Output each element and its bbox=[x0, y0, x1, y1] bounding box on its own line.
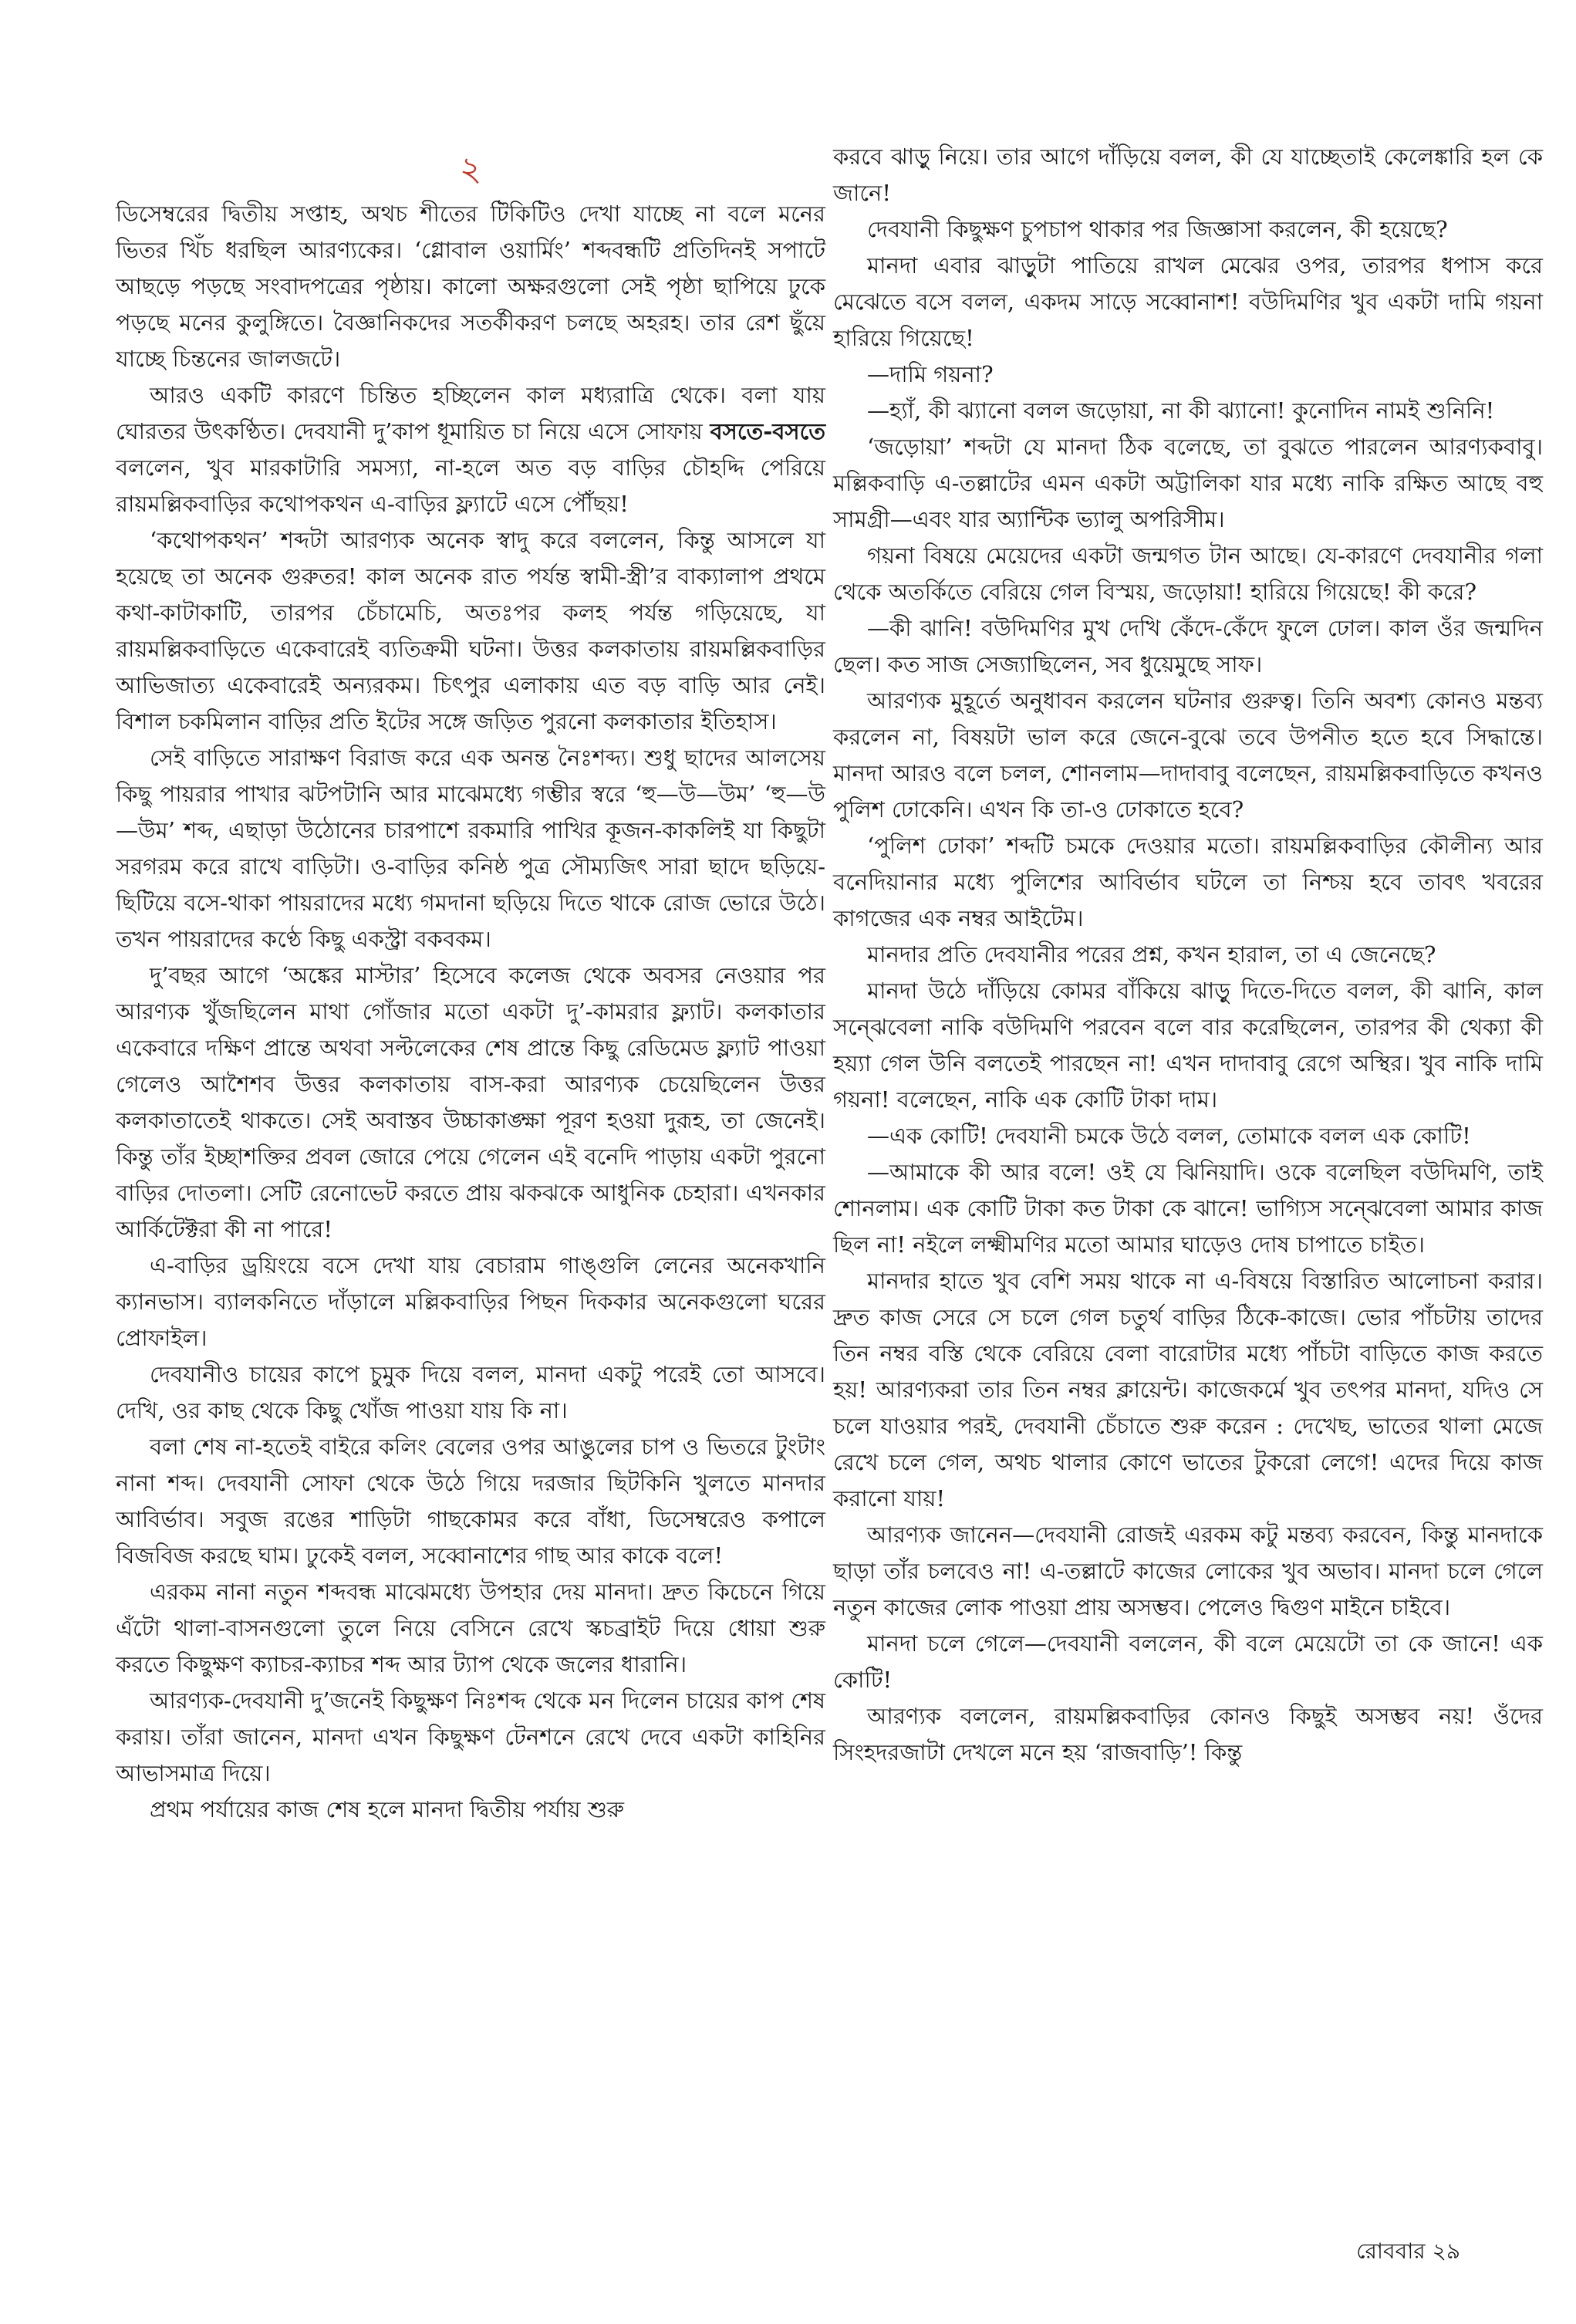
paragraph: দেবযানীও চায়ের কাপে চুমুক দিয়ে বলল, মানদা একটু পরেই তো আসবে। দেখি, ওর কাছ থেকে কিছু খোঁজ পাওয়া যায় কি না। bbox=[116, 1361, 825, 1424]
paragraph: ডিসেম্বরের দ্বিতীয় সপ্তাহ, অথচ শীতের টিকিটিও দেখা যাচ্ছে না বলে মনের ভিতর খিঁচ ধরছিল আরণ্যকের। ‘গ্লোবাল ওয়ার্মিং’ শব্দবন্ধটি প্রতিদিনই সপাটে আছড়ে পড়ছে সংবাদপত্রের পৃষ্ঠায়। কালো অক্ষরগুলো সেই পৃষ্ঠা ছাপিয়ে ঢুকে পড়ছে মনের কুলুঙ্গিতে। বৈজ্ঞানিকদের সতর্কীকরণ চলছে অহরহ। তার রেশ ছুঁয়ে যাচ্ছে চিন্তনের জালজটে। bbox=[116, 201, 825, 372]
paragraph: —আমাকে কী আর বলে! ওই যে ঝিনিয়াদি। ওকে বলেছিল বউদিমণি, তাই শোনলাম। এক কোটি টাকা কত টাকা কে ঝানে! ভাগ্যিস সন্ঝেবেলা আমার কাজ ছিল না! নইলে লক্ষ্মীমণির মতো আমার ঘাড়েও দোষ চাপাতে চাইত। bbox=[833, 1159, 1543, 1258]
paragraph: —দামি গয়না? bbox=[867, 361, 994, 387]
paragraph: আরণ্যক জানেন—দেবযানী রোজই এরকম কটু মন্তব্য করবেন, কিন্তু মানদাকে ছাড়া তাঁর চলবেও না! এ-তল্লাটে কাজের লোকের খুব অভাব। মানদা চলে গেলে নতুন কাজের লোক পাওয়া প্রায় অসম্ভব। পেলেও দ্বিগুণ মাইনে চাইবে। bbox=[833, 1522, 1543, 1620]
paragraph: করবে ঝাড়ু নিয়ে। তার আগে দাঁড়িয়ে বলল, কী যে যাচ্ছেতাই কেলেঙ্কারি হল কে জানে! bbox=[833, 144, 1543, 206]
paragraph: ‘পুলিশ ঢোকা’ শব্দটি চমকে দেওয়ার মতো। রায়মল্লিকবাড়ির কৌলীন্য আর বনেদিয়ানার মধ্যে পুলিশের আবির্ভাব ঘটলে তা নিশ্চয় হবে তাবৎ খবরের কাগজের এক নম্বর আইটেম। bbox=[833, 833, 1543, 931]
paragraph: —হ্যাঁ, কী ঝ্যানো বলল জড়োয়া, না কী ঝ্যানো! কুনোদিন নামই শুনিনি! bbox=[867, 397, 1495, 424]
paragraph: আরণ্যক বললেন, রায়মল্লিকবাড়ির কোনও কিছুই অসম্ভব নয়! ওঁদের সিংহদরজাটা দেখলে মনে হয় ‘রাজবাড়ি’! কিন্তু bbox=[833, 1703, 1543, 1765]
right-column bbox=[833, 139, 1543, 1771]
paragraph: এরকম নানা নতুন শব্দবন্ধ মাঝেমধ্যে উপহার দেয় মানদা। দ্রুত কিচেনে গিয়ে এঁটো থালা-বাসনগুলো তুলে নিয়ে বেসিনে রেখে স্কচব্রাইট দিয়ে ধোয়া শুরু করতে কিছুক্ষণ ক্যাচর-ক্যাচর শব্দ আর ট্যাপ থেকে জলের ধারানি। bbox=[116, 1579, 825, 1677]
paragraph-text: বললেন, খুব মারকাটারি সমস্যা, না-হলে অত বড় বাড়ির চৌহদ্দি পেরিয়ে রায়মল্লিকবাড়ির কথোপকথন এ-বাড়ির ফ্ল্যাটে এসে পৌঁছয়! bbox=[116, 454, 825, 517]
chapter-number: ২ bbox=[459, 150, 482, 189]
bold-phrase: বসতে-বসতে bbox=[710, 418, 825, 444]
paragraph: বলা শেষ না-হতেই বাইরে কলিং বেলের ওপর আঙুলের চাপ ও ভিতরে টুংটাং নানা শব্দ। দেবযানী সোফা থেকে উঠে গিয়ে দরজার ছিটকিনি খুলতে মানদার আবির্ভাব। সবুজ রঙের শাড়িটা গাছকোমর করে বাঁধা, ডিসেম্বরেও কপালে বিজবিজ করছে ঘাম। ঢুকেই বলল, সব্বোনাশের গাছ আর কাকে বলে! bbox=[116, 1434, 825, 1569]
paragraph: দু’বছর আগে ‘অঙ্কের মাস্টার’ হিসেবে কলেজ থেকে অবসর নেওয়ার পর আরণ্যক খুঁজছিলেন মাথা গোঁজার মতো একটা দু’-কামরার ফ্ল্যাট। কলকাতার একেবারে দক্ষিণ প্রান্তে অথবা সল্টলেকের শেষ প্রান্তে কিছু রেডিমেড ফ্ল্যাট পাওয়া গেলেও আশৈশব উত্তর কলকাতায় বাস-করা আরণ্যক চেয়েছিলেন উত্তর কলকাতাতেই থাকতে। সেই অবাস্তব উচ্চাকাঙ্ক্ষা পূরণ হওয়া দুরূহ, তা জেনেই। কিন্তু তাঁর ইচ্ছাশক্তির প্রবল জোরে পেয়ে গেলেন এই বনেদি পাড়ায় একটা পুরনো বাড়ির দোতলা। সেটি রেনোভেট করতে প্রায় ঝকঝকে আধুনিক চেহারা। এখনকার আর্কিটেক্টরা কী না পারে! bbox=[116, 962, 825, 1242]
paragraph: মানদা চলে গেলে—দেবযানী বললেন, কী বলে মেয়েটো তা কে জানে! এক কোটি! bbox=[833, 1630, 1543, 1693]
paragraph: আরণ্যক-দেবযানী দু’জনেই কিছুক্ষণ নিঃশব্দ থেকে মন দিলেন চায়ের কাপ শেষ করায়। তাঁরা জানেন, মানদা এখন কিছুক্ষণ টেনশনে রেখে দেবে একটা কাহিনির আভাসমাত্র দিয়ে। bbox=[116, 1687, 825, 1786]
paragraph: মানদার হাতে খুব বেশি সময় থাকে না এ-বিষয়ে বিস্তারিত আলোচনা করার। দ্রুত কাজ সেরে সে চলে গেল চতুর্থ বাড়ির ঠিকে-কাজে। ভোর পাঁচটায় তাদের তিন নম্বর বস্তি থেকে বেরিয়ে বেলা বারোটার মধ্যে পাঁচটা বাড়িতে কাজ করতে হয়! আরণ্যকরা তার তিন নম্বর ক্লায়েন্ট। কাজেকর্মে খুব তৎপর মানদা, যদিও সে চলে যাওয়ার পরই, দেবযানী চেঁচাতে শুরু করেন : দেখেছ, ভাতের থালা মেজে রেখে চলে গেল, অথচ থালার কোণে ভাতের টুকরো লেগে! এদের দিয়ে কাজ করানো যায়! bbox=[833, 1268, 1543, 1512]
paragraph: এ-বাড়ির ড্রয়িংয়ে বসে দেখা যায় বেচারাম গাঙ্গুলি লেনের অনেকখানি ক্যানভাস। ব্যালকনিতে দাঁড়ালে মল্লিকবাড়ির পিছন দিককার অনেকগুলো ঘরের প্রোফাইল। bbox=[116, 1252, 825, 1351]
paragraph: ‘জড়োয়া’ শব্দটা যে মানদা ঠিক বলেছে, তা বুঝতে পারলেন আরণ্যকবাবু। মল্লিকবাড়ি এ-তল্লাটের এমন একটা অট্টালিকা যার মধ্যে নাকি রক্ষিত আছে বহু সামগ্রী—এবং যার অ্যান্টিক ভ্যালু অপরিসীম। bbox=[833, 434, 1543, 532]
paragraph: মানদা এবার ঝাড়ুটা পাতিয়ে রাখল মেঝের ওপর, তারপর ধপাস করে মেঝেতে বসে বলল, একদম সাড়ে সব্বোনাশ! বউদিমণির খুব একটা দামি গয়না হারিয়ে গিয়েছে! bbox=[833, 252, 1543, 351]
paragraph: আরণ্যক মুহূর্তে অনুধাবন করলেন ঘটনার গুরুত্ব। তিনি অবশ্য কোনও মন্তব্য করলেন না, বিষয়টা ভাল করে জেনে-বুঝে তবে উপনীত হতে হবে সিদ্ধান্তে। মানদা আরও বলে চলল, শোনলাম—দাদাবাবু বলেছেন, রায়মল্লিকবাড়িতে কখনও পুলিশ ঢোকেনি। এখন কি তা-ও ঢোকাতে হবে? bbox=[833, 687, 1543, 823]
left-column bbox=[116, 147, 825, 1828]
page-folio: রোববার ২৯ bbox=[1356, 2238, 1460, 2264]
paragraph bbox=[116, 377, 825, 522]
paragraph-text: আরও একটি কারণে চিন্তিত হচ্ছিলেন কাল মধ্যরাত্রি থেকে। বলা যায় ঘোরতর উৎকণ্ঠিত। দেবযানী দু’কাপ ধূমায়িত চা নিয়ে এসে সোফায় bbox=[116, 382, 825, 444]
paragraph: দেবযানী কিছুক্ষণ চুপচাপ থাকার পর জিজ্ঞাসা করলেন, কী হয়েছে? bbox=[867, 216, 1448, 242]
paragraph: —কী ঝানি! বউদিমণির মুখ দেখি কেঁদে-কেঁদে ফুলে ঢোল। কাল ওঁর জন্মদিন ছেল। কত সাজ সেজ্যাছিলেন, সব ধুয়েমুছে সাফ। bbox=[833, 615, 1543, 677]
paragraph: সেই বাড়িতে সারাক্ষণ বিরাজ করে এক অনন্ত নৈঃশব্দ্য। শুধু ছাদের আলসেয় কিছু পায়রার পাখার ঝটপটানি আর মাঝেমধ্যে গম্ভীর স্বরে ‘হু—উ—উম’ ‘হু—উ—উম’ শব্দ, এছাড়া উঠোনের চারপাশে রকমারি পাখির কূজন-কাকলিই যা কিছুটা সরগরম করে রাখে বাড়িটা। ও-বাড়ির কনিষ্ঠ পুত্র সৌম্যজিৎ সারা ছাদে ছড়িয়ে-ছিটিয়ে বসে-থাকা পায়রাদের মধ্যে গমদানা ছড়িয়ে দিতে থাকে রোজ ভোরে উঠে। তখন পায়রাদের কণ্ঠে কিছু একস্ট্রা বকবকম। bbox=[116, 745, 825, 952]
paragraph: মানদা উঠে দাঁড়িয়ে কোমর বাঁকিয়ে ঝাড়ু দিতে-দিতে বলল, কী ঝানি, কাল সন্ঝেবেলা নাকি বউদিমণি পরবেন বলে বার করেছিলেন, তারপর কী থেক্যা কী হয়্যা গেল উনি বলতেই পারছেন না! এখন দাদাবাবু রেগে অস্থির। খুব নাকি দামি গয়না! বলেছেন, নাকি এক কোটি টাকা দাম। bbox=[833, 978, 1543, 1113]
paragraph: —এক কোটি! দেবযানী চমকে উঠে বলল, তোমাকে বলল এক কোটি! bbox=[867, 1123, 1471, 1149]
paragraph: প্রথম পর্যায়ের কাজ শেষ হলে মানদা দ্বিতীয় পর্যায় শুরু bbox=[150, 1796, 625, 1822]
paragraph: গয়না বিষয়ে মেয়েদের একটা জন্মগত টান আছে। যে-কারণে দেবযানীর গলা থেকে অতর্কিতে বেরিয়ে গেল বিস্ময়, জড়োয়া! হারিয়ে গিয়েছে! কী করে? bbox=[833, 542, 1543, 605]
paragraph: মানদার প্রতি দেবযানীর পরের প্রশ্ন, কখন হারাল, তা এ জেনেছে? bbox=[867, 941, 1436, 968]
paragraph: ‘কথোপকথন’ শব্দটা আরণ্যক অনেক স্বাদু করে বললেন, কিন্তু আসলে যা হয়েছে তা অনেক গুরুতর! কাল অনেক রাত পর্যন্ত স্বামী-স্ত্রী’র বাক্যালাপ প্রথমে কথা-কাটাকাটি, তারপর চেঁচামেচি, অতঃপর কলহ পর্যন্ত গড়িয়েছে, যা রায়মল্লিকবাড়িতে একেবারেই ব্যতিক্রমী ঘটনা। উত্তর কলকাতায় রায়মল্লিকবাড়ির আভিজাত্য একেবারেই অন্যরকম। চিৎপুর এলাকায় এত বড় বাড়ি আর নেই। বিশাল চকমিলান বাড়ির প্রতি ইটের সঙ্গে জড়িত পুরনো কলকাতার ইতিহাস। bbox=[116, 527, 825, 735]
